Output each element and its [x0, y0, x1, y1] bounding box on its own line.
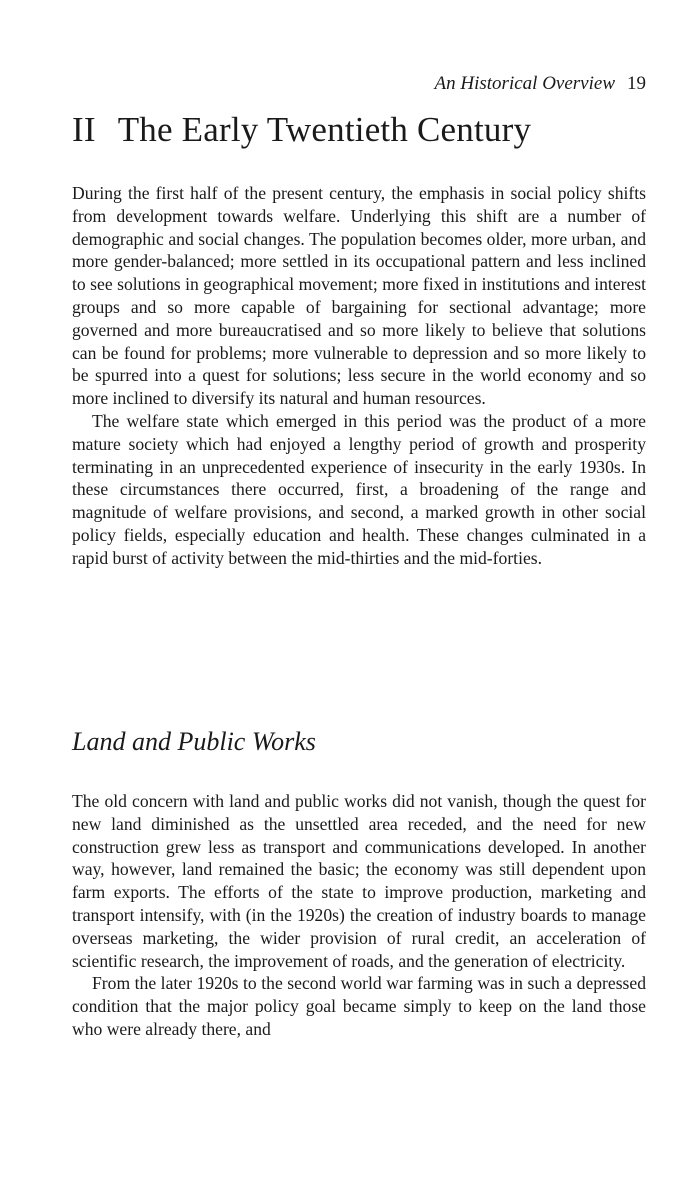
chapter-title: The Early Twentieth Century — [117, 110, 532, 149]
paragraph: During the first half of the present century, the emphasis in social policy shifts from development towards welfare. Underlying this shift are a number of demographic and social changes. The population becomes older, more urban, and more gender-balanced; more settled in its occupational pattern and less inclined to see solutions in geographical movement; more fixed in institutions and interest groups and so more capable of bargaining for sectional advantage; more governed and more bureaucratised and so more likely to believe that solutions can be found for problems; more vulnerable to depression and so more likely to be spurred into a quest for solutions; less secure in the world economy and so more inclined to diversify its natural and human resources. — [72, 183, 646, 409]
paragraph: The welfare state which emerged in this period was the product of a more mature society which had enjoyed a lengthy period of growth and prosperity terminating in an unprecedented experience of insecurity in the early 1930s. In these circumstances there occurred, first, a broadening of the range and magnitude of welfare provisions, and second, a marked growth in other social policy fields, especially education and health. These changes culminated in a rapid burst of activity between the mid-thirties and the mid-forties. — [72, 410, 646, 568]
running-head — [435, 72, 646, 96]
paragraph: From the later 1920s to the second world war farming was in such a depressed condition that the major policy goal became simply to keep on the land those who were already there, and — [72, 973, 646, 1039]
chapter-heading — [72, 108, 531, 152]
intro-text — [72, 182, 646, 570]
paragraph: The old concern with land and public works did not vanish, though the quest for new land diminished as the unsettled area receded, and the need for new construction grew less as transport and communications developed. In another way, however, land remained the basic; the economy was still dependent upon farm exports. The efforts of the state to improve production, marketing and transport intensify, with (in the 1920s) the creation of industry boards to manage overseas marketing, the wider provision of rural credit, an acceleration of scientific research, the improvement of roads, and the generation of electricity. — [72, 791, 646, 971]
section-heading: Land and Public Works — [72, 727, 316, 756]
running-head-title: An Historical Overview — [434, 73, 615, 94]
page-number: 19 — [627, 73, 646, 94]
section-text — [72, 790, 646, 1041]
chapter-number: II — [72, 110, 96, 149]
